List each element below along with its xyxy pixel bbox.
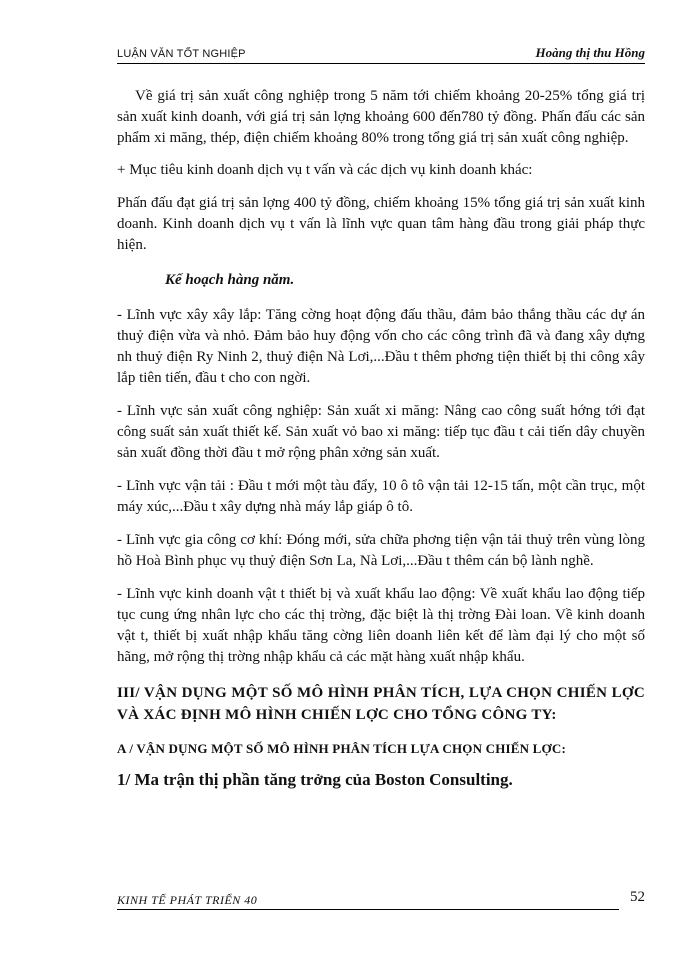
page-footer <box>117 889 645 913</box>
paragraph-industrial-value: Về giá trị sản xuất công nghiệp trong 5 năm tới chiếm khoảng 20-25% tổng giá trị sản xuất kinh doanh, với giá trị sản lợng khoảng 600 đến780 tỷ đồng. Phấn đấu các sản phẩm xi măng, thép, điện chiếm khoảng 80% trong tổng giá trị sản xuất công nghiệp. <box>117 88 645 146</box>
paragraph-mechanical: - Lĩnh vực gia công cơ khí: Đóng mới, sửa chữa phơng tiện vận tải thuỷ trên vùng lòng hồ Hoà Bình phục vụ thuỷ điện Sơn La, Nà Lơi,...Đầu t thêm cán bộ lành nghề. <box>117 532 645 569</box>
paragraph-transport: - Lĩnh vực vận tải : Đầu t mới một tàu đẩy, 10 ô tô vận tải 12-15 tấn, một cần trục, một máy xúc,...Đầu t xây dựng nhà máy lắp giáp ô tô. <box>117 478 645 515</box>
subsection-heading: A / VẬN DỤNG MỘT SỐ MÔ HÌNH PHÂN TÍCH LỰA CHỌN CHIẾN LỢC: <box>117 741 566 756</box>
page-number: 52 <box>630 889 645 905</box>
annual-plan-heading: Kế hoạch hàng năm. <box>165 272 295 288</box>
section-heading: III/ VẬN DỤNG MỘT SỐ MÔ HÌNH PHÂN TÍCH, LỰA CHỌN CHIẾN LỢC VÀ XÁC ĐỊNH MÔ HÌNH CHIẾN LỢC CHO TỔNG CÔNG TY: <box>117 685 645 723</box>
paragraph-industrial-production: - Lĩnh vực sản xuất công nghiệp: Sản xuất xi măng: Nâng cao công suất hớng tới đạt công suất sản xuất thiết kế. Sản xuất vỏ bao xi măng: tiếp tục đầu t cải tiến dây chuyền sản xuất đồng thời đầu t mở rộng phân xởng sản xuất. <box>117 403 645 461</box>
page-body <box>117 86 645 790</box>
header-thesis-label: LUẬN VĂN TỐT NGHIỆP <box>117 48 246 60</box>
paragraph-construction: - Lĩnh vực xây xây lắp: Tăng cờng hoạt động đấu thầu, đảm bảo thắng thầu các dự án thuỷ điện vừa và nhỏ. Đảm bảo huy động vốn cho các công trình đã và đang xây dựng nh thuỷ điện Ry Ninh 2, thuỷ điện Nà Lơi,...Đầu t thêm phơng tiện thiết bị thi công xây lắp tiên tiến, đầu t cho con ngời. <box>117 307 645 386</box>
footer-label: KINH TẾ PHÁT TRIỂN 40 <box>117 893 619 910</box>
paragraph-service-goal: + Mục tiêu kinh doanh dịch vụ t vấn và các dịch vụ kinh doanh khác: <box>117 162 533 178</box>
paragraph-materials-labor: - Lĩnh vực kinh doanh vật t thiết bị và xuất khẩu lao động: Về xuất khẩu lao động tiếp tục cung ứng nhân lực cho các thị trờng, đặc biệt là thị trờng Đài loan. Về kinh doanh vật t, thiết bị xuất nhập khẩu tăng cờng liên doanh liên kết để làm đại lý cho một số hãng, mở rộng thị trờng nhập khẩu cả các mặt hàng xuất nhập khẩu. <box>117 586 645 665</box>
page-header <box>117 43 645 64</box>
bcg-matrix-heading: 1/ Ma trận thị phần tăng trởng của Boston Consulting. <box>117 770 513 789</box>
paragraph-service-target: Phấn đấu đạt giá trị sản lợng 400 tỷ đồng, chiếm khoảng 15% tổng giá trị sản xuất kinh doanh. Kinh doanh dịch vụ t vấn là lĩnh vực quan tâm hàng đầu trong giải pháp thực hiện. <box>117 195 645 253</box>
header-author-name: Hoàng thị thu Hồng <box>535 45 645 60</box>
